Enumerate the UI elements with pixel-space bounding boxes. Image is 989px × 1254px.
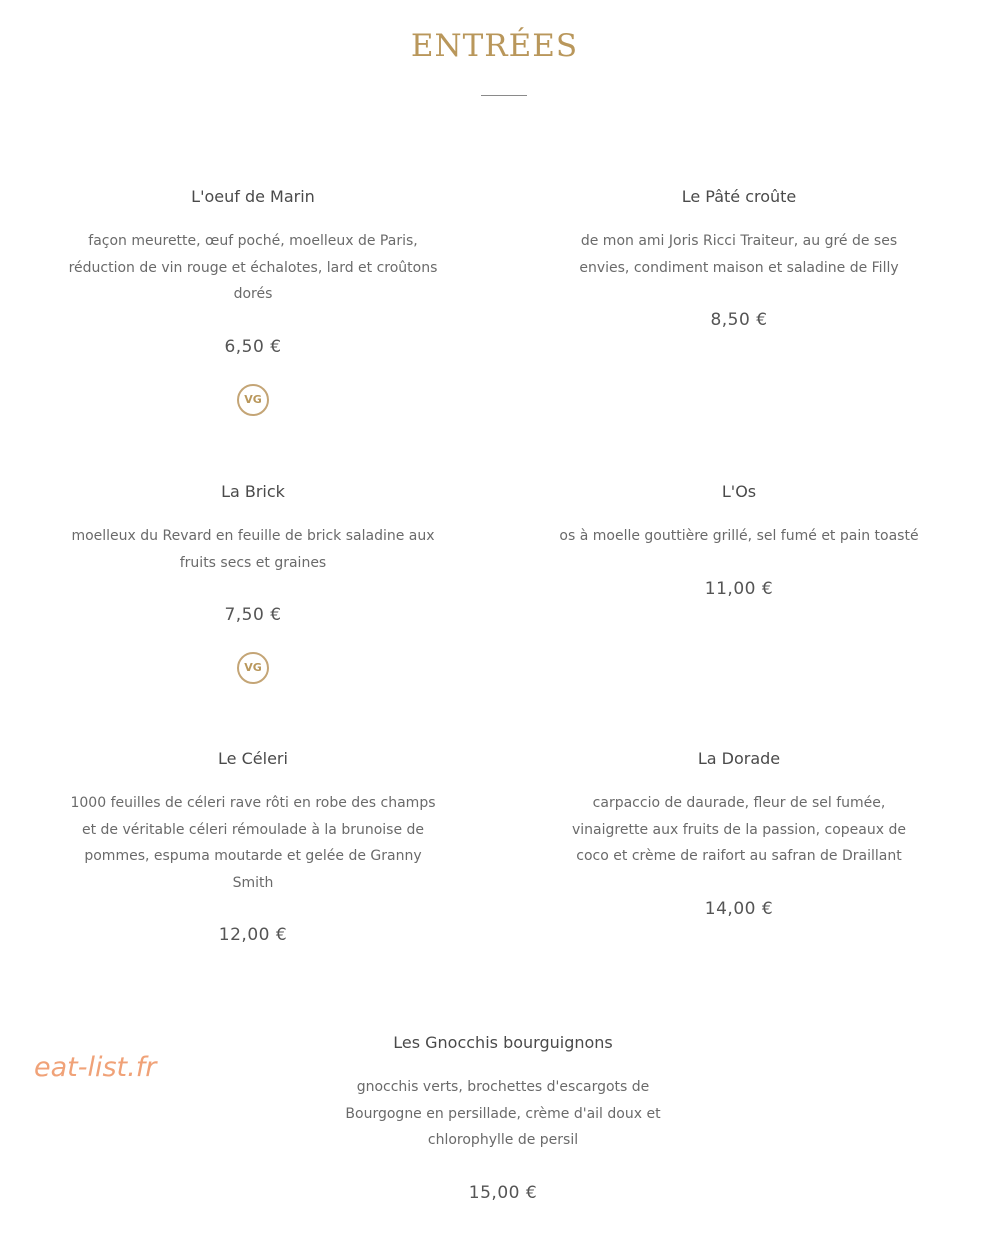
dish-price: 12,00 €: [218, 925, 288, 945]
dish-name: La Brick: [221, 482, 285, 501]
dish-name: Le Céleri: [218, 749, 288, 768]
dish-price: 11,00 €: [704, 578, 774, 599]
menu-item: [555, 482, 923, 600]
title-divider: [481, 95, 527, 96]
dish-price: 15,00 €: [468, 1182, 538, 1203]
dish-name: La Dorade: [697, 749, 781, 768]
dish-name: L'Os: [721, 482, 757, 501]
menu-item: [322, 1033, 684, 1204]
dish-name: L'oeuf de Marin: [191, 187, 315, 206]
dish-description: façon meurette, œuf poché, moelleux de Paris, réduction de vin rouge et échalotes, lard et croûtons dorés: [68, 233, 438, 302]
vegetarian-badge-icon: VG: [237, 652, 269, 684]
menu-item: [68, 749, 438, 946]
dish-description: gnocchis verts, brochettes d'escargots de Bourgogne en persillade, crème d'ail doux et chlorophylle de persil: [345, 1079, 661, 1148]
menu-item: [68, 482, 438, 684]
dish-price: 6,50 €: [224, 336, 282, 357]
dish-price: 7,50 €: [224, 605, 282, 625]
menu-item: [555, 187, 923, 331]
dish-name: Les Gnocchis bourguignons: [393, 1033, 613, 1052]
vegetarian-badge-icon: VG: [237, 384, 269, 416]
dish-price: 8,50 €: [710, 310, 768, 330]
menu-section-title: ENTRÉES: [410, 28, 579, 64]
dish-description: os à moelle gouttière grillé, sel fumé et pain toasté: [559, 528, 919, 544]
dish-description: carpaccio de daurade, fleur de sel fumée, vinaigrette aux fruits de la passion, copeaux de coco et crème de raifort au safran de Draillant: [572, 795, 906, 864]
dish-description: 1000 feuilles de céleri rave rôti en robe des champs et de véritable céleri rémoulade à la brunoise de pommes, espuma moutarde et gelée de Granny Smith: [70, 795, 436, 891]
dish-description: de mon ami Joris Ricci Traiteur, au gré de ses envies, condiment maison et saladine de Filly: [579, 233, 899, 276]
dish-description: moelleux du Revard en feuille de brick saladine aux fruits secs et graines: [71, 528, 435, 571]
dish-price: 14,00 €: [704, 898, 774, 919]
menu-item: [68, 187, 438, 416]
site-watermark: eat-list.fr: [34, 1052, 157, 1083]
dish-name: Le Pâté croûte: [681, 187, 797, 206]
menu-item: [555, 749, 923, 920]
